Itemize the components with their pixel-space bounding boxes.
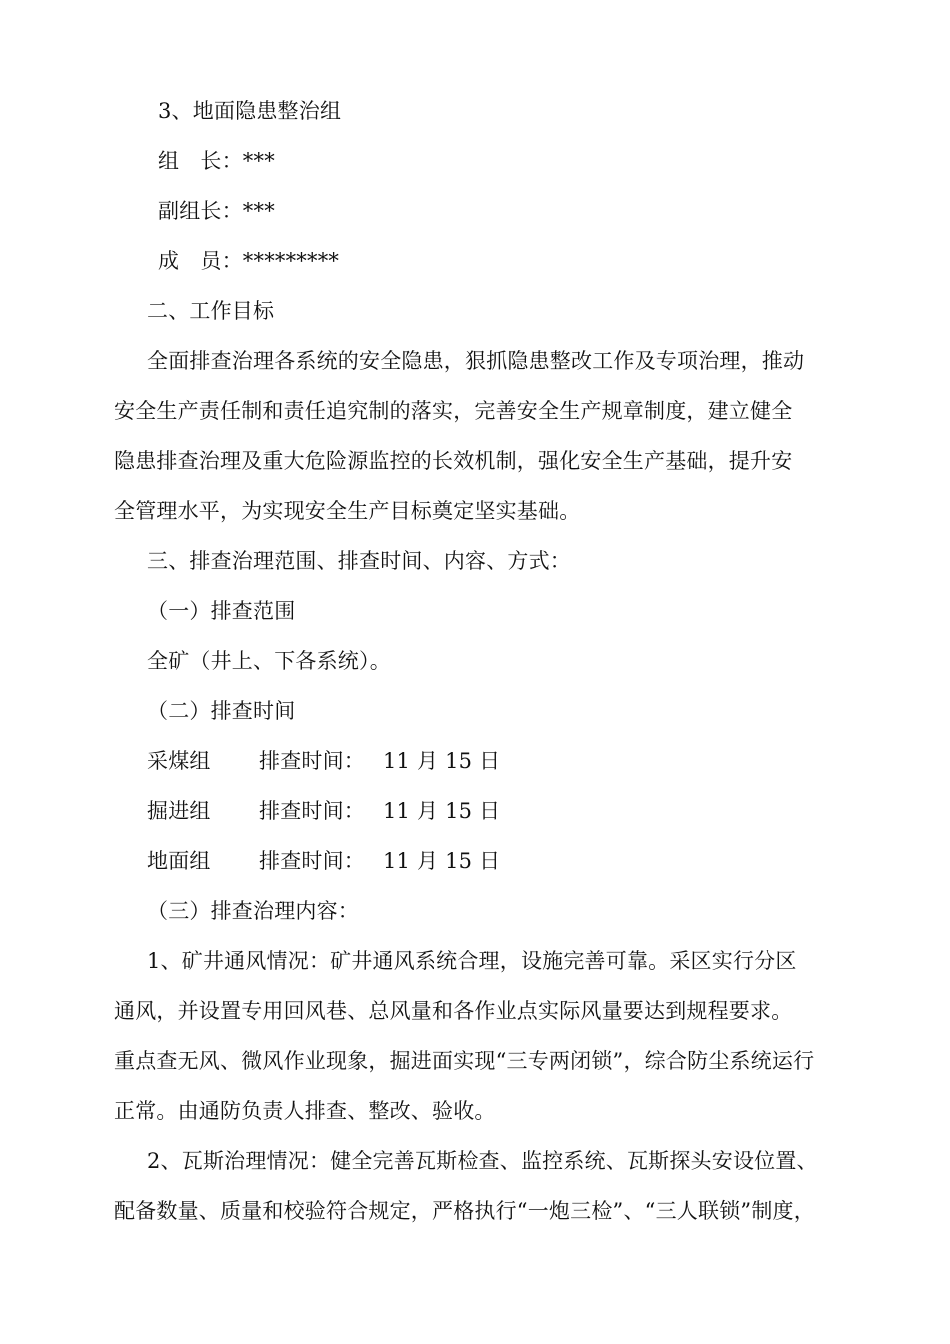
schedule-row [147,796,500,826]
item2-line: 配备数量、质量和校验符合规定，严格执行“一炮三检”、“三人联锁”制度， [114,1199,815,1223]
section3-heading: 三、排查治理范围、排查时间、内容、方式： [147,549,571,573]
schedule-group: 地面组 [147,849,211,873]
schedule-group: 掘进组 [147,799,211,823]
section2-para-line: 安全生产责任制和责任追究制的落实，完善安全生产规章制度，建立健全 [114,399,793,423]
group3-title: 3、地面隐患整治组 [158,99,342,123]
item2-line: 2、瓦斯治理情况：健全完善瓦斯检查、监控系统、瓦斯探头安设位置、 [147,1149,818,1173]
schedule-date: 11 月 15 日 [383,749,501,773]
group3-leader: 组 长：*** [158,149,275,173]
schedule-row [147,746,500,776]
sub1-text: 全矿（井上、下各系统）。 [147,649,391,673]
item1-line: 通风，并设置专用回风巷、总风量和各作业点实际风量要达到规程要求。 [114,999,793,1023]
sub1-heading: （一）排查范围 [147,599,296,623]
schedule-date: 11 月 15 日 [383,849,501,873]
schedule-label: 排查时间： [259,799,365,823]
group3-deputy: 副组长：*** [158,199,275,223]
item1-line: 正常。由通防负责人排查、整改、验收。 [114,1099,496,1123]
schedule-group: 采煤组 [147,749,211,773]
schedule-date: 11 月 15 日 [383,799,501,823]
section2-para-line: 全面排查治理各系统的安全隐患，狠抓隐患整改工作及专项治理，推动 [147,349,805,373]
item1-line: 重点查无风、微风作业现象，掘进面实现“三专两闭锁”，综合防尘系统运行 [114,1049,815,1073]
section2-heading: 二、工作目标 [147,299,275,323]
group3-members: 成 员：********* [158,249,340,273]
sub3-heading: （三）排查治理内容： [147,899,359,923]
section2-para-line: 全管理水平，为实现安全生产目标奠定坚实基础。 [114,499,581,523]
schedule-row [147,846,500,876]
schedule-label: 排查时间： [259,749,365,773]
schedule-label: 排查时间： [259,849,365,873]
item1-line: 1、矿井通风情况：矿井通风系统合理，设施完善可靠。采区实行分区 [147,949,797,973]
section2-para-line: 隐患排查治理及重大危险源监控的长效机制，强化安全生产基础，提升安 [114,449,793,473]
sub2-heading: （二）排查时间 [147,699,296,723]
